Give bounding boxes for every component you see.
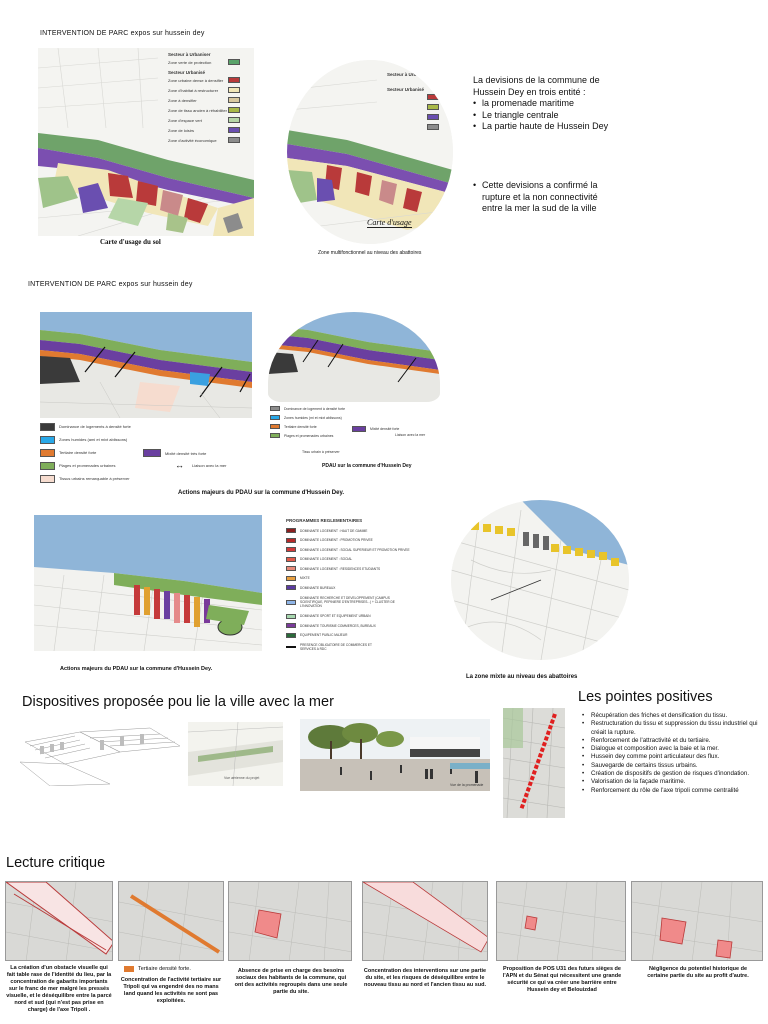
- proposal-image-1: [20, 722, 184, 786]
- legend-swatch: [228, 117, 240, 123]
- legend-group1-title: Secteur à Urbaniser: [168, 52, 211, 57]
- image-3-caption: Vue de la promenade: [450, 783, 484, 787]
- critique-panel-2: [118, 881, 224, 961]
- legend-swatch: [286, 614, 296, 619]
- critique-caption-1: La création d'un obstacle visuelle qui fait table rase de l'identité du lieu, par la concentration de gabarits importants sur le franc de mer malgré les pressés visuelle, et le déséquilibre entre la parcé nord et sud (qui n'est pas prise en charge) de l'axe Tripoli .: [6, 965, 112, 1013]
- legend-swatch: [228, 77, 240, 83]
- legend-row: [270, 404, 440, 413]
- legend-row: [143, 448, 206, 458]
- legend-swatch: [286, 538, 296, 543]
- legend-row: [168, 75, 252, 85]
- positive-item: • Hussein dey comme point articulateur des flux.: [582, 753, 762, 761]
- legend-label: Tissus urbains remarquable à préserver: [59, 476, 130, 481]
- section2-header: INTERVENTION DE PARC expos sur hussein dey: [28, 281, 193, 288]
- legend-swatch: [228, 87, 240, 93]
- land-use-map: [38, 48, 254, 236]
- legend-label: PRESENCE OBLIGATOIRE DE COMMERCES ET SERVICES A RDC: [300, 643, 372, 651]
- critique-map-5: [497, 882, 626, 961]
- legend-row: [352, 424, 399, 434]
- legend-label: Zone à densifier: [168, 97, 197, 103]
- legend-row: [40, 420, 240, 433]
- division-intro: La devisions de la commune de Hussein Dey en trois entité :: [473, 75, 600, 97]
- legend-row: [270, 413, 440, 422]
- legend-label: DOMINANTE LOGEMENT : SOCIAL: [300, 557, 353, 562]
- legend-label: Liaison avec la mer: [192, 462, 227, 468]
- legend-swatch: [286, 566, 296, 571]
- positive-item: • Renforcement du rôle de l'axe tripoli comme centralité: [582, 787, 762, 795]
- legend-label: Dominance de logement à densité forte: [284, 406, 346, 411]
- legend-label: Zone d'espace vert: [168, 117, 202, 123]
- legend-row: [168, 57, 252, 67]
- legend-swatch: [228, 59, 240, 65]
- proposals-title: Dispositives proposée pou lie la ville avec la mer: [22, 694, 334, 710]
- legend-swatch: [286, 528, 296, 533]
- legend-label: DOMINANTE BUREAUX: [300, 585, 336, 590]
- legend-row: [40, 446, 240, 459]
- legend-label: Zones humides (mi et mixt ablissons): [284, 415, 342, 420]
- legend-row: [40, 472, 240, 485]
- critique-panel-6: [631, 881, 763, 961]
- legend-swatch: [427, 94, 439, 100]
- legend-row: [286, 574, 406, 584]
- legend-row: [387, 102, 447, 112]
- positive-item: • Restructuration du tissu et suppression du tissu industriel qui créait la rupture.: [582, 720, 762, 737]
- legend-label: Zone verte de protection: [168, 59, 212, 65]
- pdau-program-drawing: [34, 515, 262, 651]
- link-legend: [175, 460, 226, 470]
- legend-row: [286, 555, 406, 565]
- critique-panel-1: [5, 881, 113, 961]
- critique-caption-4: Concentration des interventions sur une partie du site, et les risques de déséquilibre entre le nouveau tissu au nord et l'ancien tissu au sud.: [363, 968, 487, 988]
- legend-label: Tertiaire densité forte: [59, 450, 97, 455]
- image-2-caption: Vue aérienne du projet: [224, 776, 260, 780]
- proposal-image-2: [188, 722, 283, 786]
- multifunction-zone-map: [287, 60, 453, 244]
- legend-row: [286, 621, 406, 631]
- mixed-zone-drawing: [451, 500, 629, 660]
- legend-row: [286, 564, 406, 574]
- legend-swatch: [40, 436, 55, 444]
- legend-swatch: [228, 97, 240, 103]
- pdau-actions-map: [40, 312, 252, 418]
- legend-label: Dominance de logements à densité forte: [59, 424, 131, 429]
- program-map-caption: Actions majeurs du PDAU sur la commune d'Hussein Dey.: [60, 666, 213, 672]
- promenade-render: [300, 719, 490, 791]
- legend-row: [168, 105, 252, 115]
- legend-row: [168, 85, 252, 95]
- legend-row: [168, 125, 252, 135]
- legend-label: DOMINANTE LOGEMENT : PROMOTION PRIVEE: [300, 538, 373, 543]
- positive-item: • Création de dispositifs de gestion de risques d'inondation.: [582, 770, 762, 778]
- legend-swatch: [40, 449, 55, 457]
- legend-label: Plages et promenades urbaines: [284, 433, 334, 438]
- critique-map-1: [6, 882, 113, 961]
- mixed-zone-caption: La zone mixte au niveau des abattoires: [466, 674, 578, 680]
- legend-swatch: [40, 475, 55, 483]
- circle-legend-extra: Tissu urbain à préserver: [302, 450, 340, 454]
- legend-swatch: [228, 127, 240, 133]
- legend-swatch: [40, 462, 55, 470]
- legend-label: Zone d'habitat à restructurer: [168, 87, 219, 93]
- legend-swatch: [427, 104, 439, 110]
- legend-swatch: [286, 600, 296, 605]
- pdau-caption: Actions majeurs du PDAU sur la commune d'Hussein Dey.: [178, 490, 345, 496]
- conclusion-text: • Cette devisions a confirmé la rupture et la non connectivité entre la mer la sud de la ville: [473, 180, 603, 215]
- legend-label: Tertiaire densité forte.: [138, 966, 191, 972]
- legend-label: MIXTE: [300, 576, 310, 581]
- pdau-circle-map: [268, 312, 440, 402]
- legend-label: Zone de tissu ancien à réhabiliter: [168, 107, 227, 113]
- circle-legend-group1: Secteur à Urb...: [387, 72, 421, 77]
- land-use-map-caption: Carte d'usage du sol: [100, 238, 161, 246]
- proposal-image-3: [300, 719, 490, 791]
- legend-row: [286, 536, 406, 546]
- map-label: Carte d'usage: [367, 218, 412, 227]
- legend-label: Mixité densité très forte: [165, 450, 207, 456]
- double-arrow-icon: ↔: [175, 460, 184, 470]
- entity-item: • Le triangle centrale: [473, 110, 613, 122]
- legend-row: [387, 122, 447, 132]
- critique-caption-6: Négligence du potentiel historique de certaine partie du site au profit d'autre.: [647, 966, 749, 979]
- legend-swatch: [286, 557, 296, 562]
- legend-label: EQUIPEMENT PUBLIC MAJEUR: [300, 633, 348, 638]
- legend-swatch: [124, 966, 134, 972]
- legend-row: [387, 92, 447, 102]
- positive-item: • Sauvegarde de certains tissus urbains.: [582, 762, 762, 770]
- entity-item: • la promenade maritime: [473, 98, 613, 110]
- positives-list: [582, 712, 762, 795]
- legend-label: Mixité densité forte: [370, 427, 400, 431]
- tripoli-axis-map: [503, 708, 565, 818]
- legend-label: Plages et promenades urbaines: [59, 463, 116, 468]
- legend-swatch: [40, 423, 55, 431]
- legend-swatch: [286, 547, 296, 552]
- pdau-program-map: [34, 515, 262, 651]
- legend-row: [168, 115, 252, 125]
- division-text-block: [473, 75, 613, 133]
- legend-swatch: [286, 585, 296, 590]
- legend-label: Zone d'activité économique: [168, 137, 217, 143]
- legend-swatch: [352, 426, 366, 432]
- critique-panel-4: [362, 881, 488, 961]
- positive-item: • Récupération des friches et densification du tissu.: [582, 712, 762, 720]
- section1-header: INTERVENTION DE PARC expos sur hussein dey: [40, 30, 205, 37]
- circle-legend-group2: Secteur Urbanisé: [387, 87, 425, 92]
- legend-row: [286, 545, 410, 555]
- critique-map-3: [229, 882, 352, 961]
- legend-label: Zones humides (ami et mixt ablissons): [59, 437, 128, 442]
- conclusion-list: [473, 180, 603, 215]
- mixed-zone-map: [451, 500, 629, 660]
- positives-title: Les pointes positives: [578, 689, 713, 705]
- legend-label: Tertiaire densité forte: [284, 424, 317, 429]
- pdau-circle-caption: PDAU sur la commune d'Hussein Dey: [322, 463, 412, 469]
- legend-row: [286, 612, 406, 622]
- legend-swatch: [270, 424, 280, 429]
- legend-label: Liaison avec la mer: [395, 433, 426, 437]
- axonometric-sketch: [20, 722, 184, 786]
- legend-row: [286, 583, 406, 593]
- critique-title: Lecture critique: [6, 855, 106, 871]
- legend-label: DOMINANTE LOGEMENT : RESIDENCES ETUDIANTS: [300, 566, 381, 571]
- legend-label: Zone de loisirs: [168, 127, 195, 133]
- legend-label: Zone urbaine dense à densifier: [168, 77, 224, 83]
- legend-swatch: [427, 114, 439, 120]
- legend-label: DOMINANTE LOGEMENT : HAUT DE GAMME: [300, 528, 368, 533]
- pdau-actions-drawing: [40, 312, 252, 418]
- legend-swatch: [427, 124, 439, 130]
- legend-swatch: [286, 633, 296, 638]
- line-swatch: [286, 646, 296, 648]
- positive-item: • Valorisation de la façade maritime.: [582, 778, 762, 786]
- legend-row: [168, 135, 252, 145]
- multifunction-zone-caption: Zone multifonctionnel au niveau des abattoires: [318, 250, 422, 256]
- circle-link-legend: [395, 433, 425, 437]
- entity-list: [473, 98, 613, 133]
- legend-swatch: [228, 137, 240, 143]
- legend-swatch: [270, 406, 280, 411]
- critique-panel-3: [228, 881, 352, 961]
- legend-row: [168, 95, 252, 105]
- legend-swatch: [270, 415, 280, 420]
- critique-map-2: [119, 882, 224, 961]
- legend-label: DOMINANTE SPORT ET EQUIPEMENT URBAIN: [300, 614, 371, 619]
- tripoli-axis-drawing: [503, 708, 565, 818]
- critique-panel-5: [496, 881, 626, 961]
- legend-label: DOMINANTE TOURISME COMMERCES, BUREAUX: [300, 623, 376, 628]
- legend-row: [286, 526, 406, 536]
- conclusion-block: [473, 180, 603, 215]
- entity-item: • La partie haute de Hussein Dey: [473, 121, 613, 133]
- critique-caption-5: Proposition de POS U31 des futurs sièges de l'APN et du Sénat qui nécessitent une grande sécurité ce qui va créer une barrière entre Hussein dey et Belouizdad: [502, 966, 622, 993]
- legend-row: [387, 112, 447, 122]
- program-legend: [286, 518, 410, 654]
- circle-legend: [387, 72, 447, 132]
- legend-swatch: [427, 79, 439, 85]
- critique-map-4: [363, 882, 488, 961]
- positive-item: • Renforcement de l'attractivité et du tertiaire.: [582, 737, 762, 745]
- critique-caption-2: Concentration de l'activité tertiaire sur Tripoli qui va engendré des no mans land quand les activités ne sont pas exploitées.: [120, 977, 222, 1004]
- legend-label: DOMINANTE RECHERCHE ET DEVELOPPEMENT (CAMPUS SCIENTIFIQUE, PEPINIERE D'ENTREPRISES...) + CLUSTER DE L'INNOVATION: [300, 596, 395, 608]
- critique-caption-3: Absence de prise en charge des besoins sociaux des habitants de la commune, qui ont des activités regroupés dans une seule partie du site.: [234, 968, 348, 995]
- positive-item: • Dialogue et composition avec la baie et la mer.: [582, 745, 762, 753]
- pdau-circle-drawing: [268, 312, 440, 402]
- legend-swatch: [286, 576, 296, 581]
- legend-row: [286, 640, 406, 654]
- legend-swatch: [228, 107, 240, 113]
- legend-swatch: [270, 433, 280, 438]
- legend-swatch: [143, 449, 161, 457]
- critique-map-6: [632, 882, 763, 961]
- critique-panel-2-legend: [124, 966, 191, 972]
- legend-row: [40, 433, 240, 446]
- legend-row: [286, 593, 406, 612]
- legend-swatch: [286, 623, 296, 628]
- program-legend-title: PROGRAMMES REGLEMENTAIRES: [286, 518, 363, 523]
- legend-row: [286, 631, 406, 641]
- legend-row: [387, 77, 447, 87]
- pdau-legend: [40, 420, 240, 485]
- legend-group2-title: Secteur Urbanisé: [168, 70, 206, 75]
- land-use-legend: [168, 52, 252, 145]
- legend-label: DOMINANTE LOGEMENT : SOCIAL SUPERIEUR ET PROMOTION PRIVEE: [300, 547, 410, 552]
